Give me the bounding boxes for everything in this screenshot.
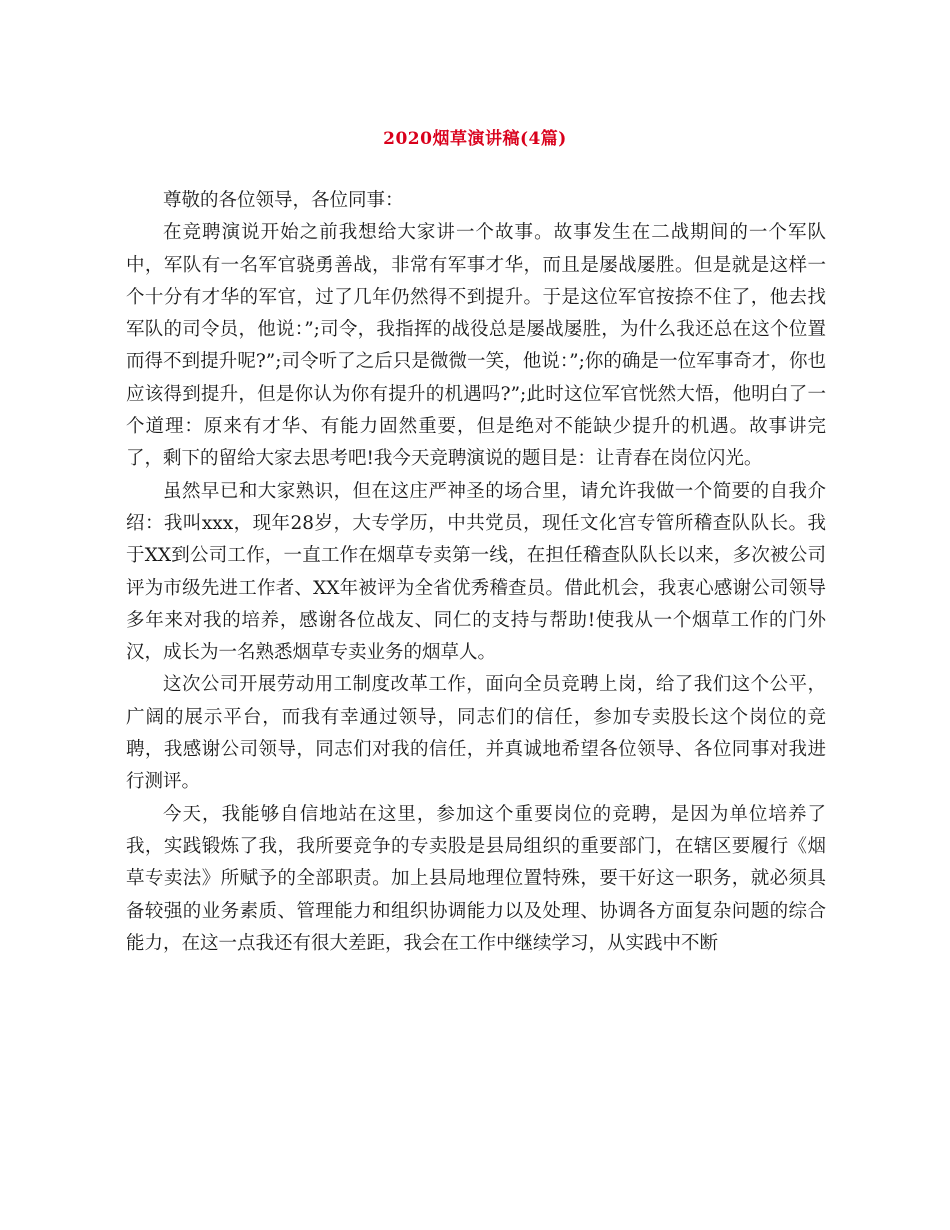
- paragraph-reform: 这次公司开展劳动用工制度改革工作，面向全员竞聘上岗，给了我们这个公平，广阔的展示平台，而我有幸通过领导，同志们的信任，参加专卖股长这个岗位的竞聘，我感谢公司领导，同志们对我的信任，并真诚地希望各位领导、各位同事对我进行测评。: [126, 674, 826, 793]
- document-title: 2020烟草演讲稿(4篇): [383, 129, 567, 149]
- paragraph-greeting: 尊敬的各位领导，各位同事：: [163, 190, 404, 211]
- paragraph-introduction: 虽然早已和大家熟识，但在这庄严神圣的场合里，请允许我做一个简要的自我介绍：我叫xxx，现年28岁，大专学历，中共党员，现任文化宫专管所稽查队队长。我于XX到公司工作，一直工作在烟草专卖第一线，在担任稽查队队长以来，多次被公司评为市级先进工作者、XX年被评为全省优秀稽查员。借此机会，我衷心感谢公司领导多年来对我的培养，感谢各位战友、同仁的支持与帮助!使我从一个烟草工作的门外汉，成长为一名熟悉烟草专卖业务的烟草人。: [126, 480, 826, 664]
- paragraph-story: 在竞聘演说开始之前我想给大家讲一个故事。故事发生在二战期间的一个军队中，军队有一名军官骁勇善战，非常有军事才华，而且是屡战屡胜。但是就是这样一个十分有才华的军官，过了几年仍然得不到提升。于是这位军官按捺不住了，他去找军队的司令员，他说：”;司令，我指挥的战役总是屡战屡胜，为什么我还总在这个位置而得不到提升呢?”;司令听了之后只是微微一笑，他说：”;你的确是一位军事奇才，你也应该得到提升，但是你认为你有提升的机遇吗?”;此时这位军官恍然大悟，他明白了一个道理：原来有才华、有能力固然重要，但是绝对不能缺少提升的机遇。故事讲完了，剩下的留给大家去思考吧!我今天竞聘演说的题目是：让青春在岗位闪光。: [126, 222, 826, 470]
- paragraph-today: 今天，我能够自信地站在这里，参加这个重要岗位的竞聘，是因为单位培养了我，实践锻炼了我，我所要竞争的专卖股是县局组织的重要部门，在辖区要履行《烟草专卖法》所赋予的全部职责。加上县局地理位置特殊，要干好这一职务，就必须具备较强的业务素质、管理能力和组织协调能力以及处理、协调各方面复杂问题的综合能力，在这一点我还有很大差距，我会在工作中继续学习，从实践中不断: [126, 803, 826, 954]
- document-body: [126, 185, 826, 960]
